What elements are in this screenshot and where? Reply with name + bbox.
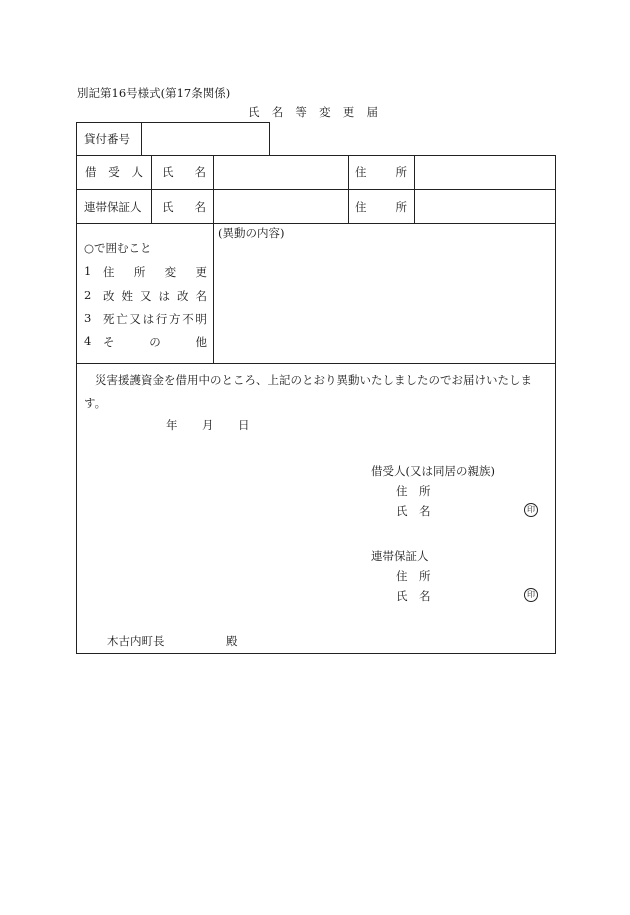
- form-number-label: 別記第16号様式(第17条関係): [77, 86, 231, 100]
- label-char: 届: [366, 105, 378, 119]
- label-char: の: [149, 335, 161, 349]
- label-char: 更: [195, 265, 207, 279]
- label-char: 氏: [248, 105, 260, 119]
- guarantor-address-field[interactable]: [415, 190, 555, 222]
- guarantor-signature-heading: 連帯保証人: [371, 549, 429, 563]
- guarantor-label: 連帯保証人: [84, 200, 142, 214]
- change-item-number: 4: [84, 334, 92, 348]
- label-char: 明: [195, 312, 207, 326]
- label-char: 行: [155, 312, 168, 326]
- label-char: 住: [103, 265, 115, 279]
- borrower-signature-name-label: 氏 名: [396, 504, 431, 518]
- label-char: 変: [164, 265, 177, 279]
- guarantor-address-label: [355, 199, 407, 215]
- addressee-name: 木古内町長: [107, 634, 165, 648]
- label-char: 氏: [162, 200, 174, 214]
- date-month-label: 月: [202, 418, 214, 432]
- label-char: 借: [85, 165, 97, 179]
- label-char: 所: [395, 165, 407, 179]
- label-char: 改: [103, 289, 115, 303]
- date-day-label: 日: [238, 418, 250, 432]
- label-char: 氏: [162, 165, 174, 179]
- seal-mark: 印: [524, 503, 538, 517]
- label-char: 住: [355, 200, 367, 214]
- label-char: 受: [108, 165, 120, 179]
- borrower-signature-address-label: 住 所: [396, 484, 431, 498]
- label-char: 不: [182, 312, 194, 326]
- label-char: 方: [169, 312, 181, 326]
- label-char: 死: [103, 312, 115, 326]
- label-char: 他: [195, 335, 207, 349]
- statement-line-2: す。: [84, 396, 107, 410]
- label-char: 所: [133, 265, 146, 279]
- borrower-name-field[interactable]: [214, 156, 348, 188]
- guarantor-name-label: [162, 199, 206, 215]
- label-char: は: [142, 312, 155, 326]
- label-char: 名: [194, 165, 206, 179]
- label-char: 名: [195, 289, 207, 303]
- change-item-number: 1: [84, 264, 92, 278]
- date-year-label: 年: [166, 418, 178, 432]
- borrower-label: [85, 164, 143, 180]
- label-char: 名: [194, 200, 206, 214]
- change-item-number: 2: [84, 288, 92, 302]
- change-content-field[interactable]: [214, 242, 554, 362]
- change-option-death-missing[interactable]: [103, 311, 207, 327]
- label-char: 改: [177, 289, 189, 303]
- loan-number-label: 貸付番号: [84, 132, 130, 146]
- label-char: そ: [103, 335, 115, 349]
- borrower-signature-heading: 借受人(又は同居の親族): [371, 464, 495, 478]
- label-char: 変: [319, 105, 331, 119]
- guarantor-signature-name-label: 氏 名: [396, 589, 431, 603]
- borrower-name-label: [162, 164, 206, 180]
- borrower-address-field[interactable]: [415, 156, 555, 188]
- change-content-label: (異動の内容): [218, 226, 285, 240]
- label-char: 姓: [121, 289, 133, 303]
- label-char: 亡: [116, 312, 128, 326]
- label-char: 名: [271, 105, 284, 119]
- guarantor-signature-address-label: 住 所: [396, 569, 431, 583]
- form-title: [248, 104, 378, 120]
- label-char: 更: [342, 105, 355, 119]
- circle-instruction: ○で囲むこと: [84, 241, 152, 255]
- change-option-address[interactable]: [103, 264, 207, 280]
- statement-line-1: 災害援護資金を借用中のところ、上記のとおり異動いたしましたのでお届けいたしま: [95, 373, 532, 387]
- guarantor-name-field[interactable]: [214, 190, 348, 222]
- label-char: 等: [295, 105, 307, 119]
- loan-number-field[interactable]: [142, 123, 269, 154]
- change-option-other[interactable]: [103, 334, 207, 350]
- label-char: 住: [355, 165, 367, 179]
- change-option-surname[interactable]: [103, 288, 207, 304]
- change-item-number: 3: [84, 311, 92, 325]
- label-char: 又: [140, 289, 152, 303]
- seal-mark: 印: [524, 588, 538, 602]
- label-char: は: [158, 289, 170, 303]
- addressee-honorific: 殿: [226, 634, 238, 648]
- label-char: 人: [131, 165, 143, 179]
- label-char: 又: [129, 312, 141, 326]
- label-char: 所: [395, 200, 407, 214]
- borrower-address-label: [355, 164, 407, 180]
